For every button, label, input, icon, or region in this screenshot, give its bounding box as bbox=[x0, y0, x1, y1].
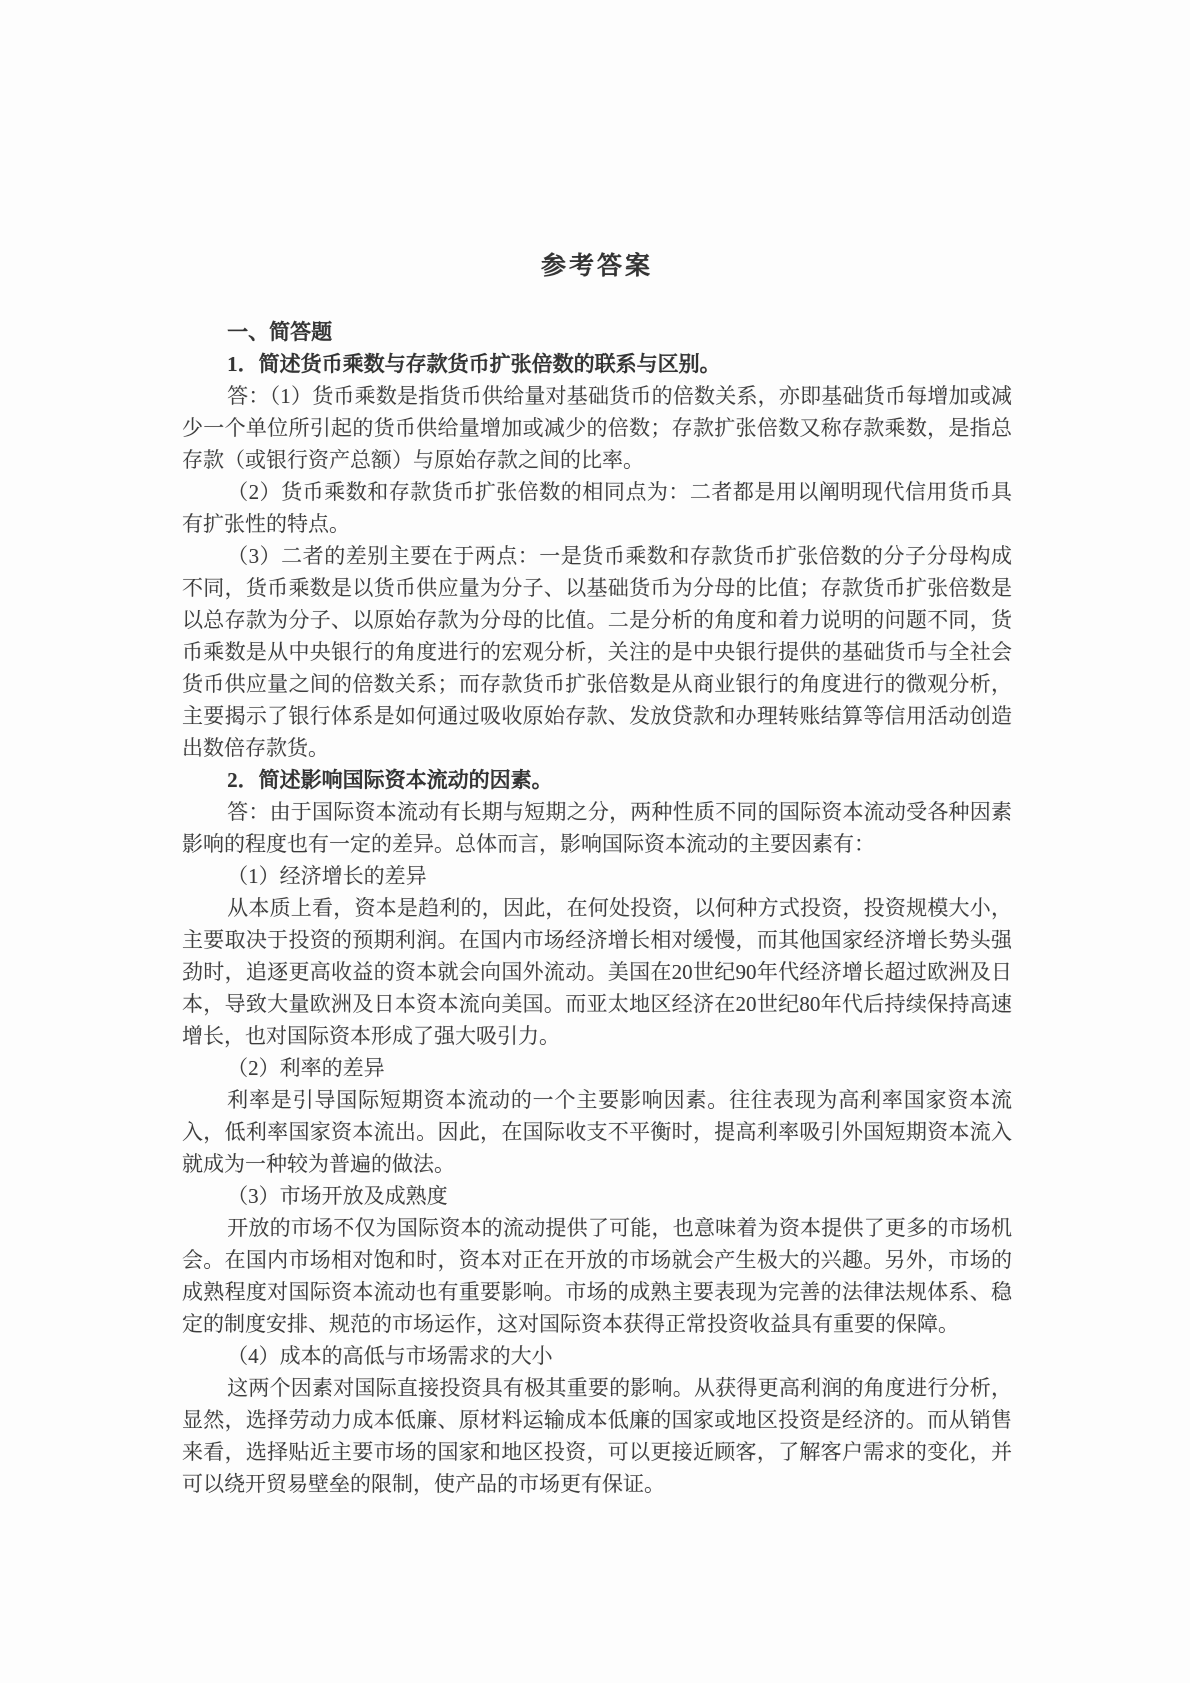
question-1-heading: 1．简述货币乘数与存款货币扩张倍数的联系与区别。 bbox=[227, 352, 721, 376]
page-title: 参考答案 bbox=[540, 253, 653, 280]
question-2-answer-paragraph: 从本质上看，资本是趋利的，因此，在何处投资，以何种方式投资，投资规模大小，主要取决于投资的预期利润。在国内市场经济增长相对缓慢，而其他国家经济增长势头强劲时，追逐更高收益的资本就会向国外流动。美国在20世纪90年代经济增长超过欧洲及日本，导致大量欧洲及日本资本流向美国。而亚太地区经济在20世纪80年代后持续保持高速增长，也对国际资本形成了强大吸引力。 bbox=[182, 896, 1012, 1048]
answer-text-block bbox=[182, 316, 1012, 1500]
question-2-answer-subheading: （3）市场开放及成熟度 bbox=[227, 1184, 448, 1208]
question-2-answer-paragraph: 这两个因素对国际直接投资具有极其重要的影响。从获得更高利润的角度进行分析，显然，选择劳动力成本低廉、原材料运输成本低廉的国家或地区投资是经济的。而从销售来看，选择贴近主要市场的国家和地区投资，可以更接近顾客，了解客户需求的变化，并可以绕开贸易壁垒的限制，使产品的市场更有保证。 bbox=[182, 1376, 1012, 1496]
question-2-answer-subheading: （4）成本的高低与市场需求的大小 bbox=[227, 1344, 553, 1368]
question-2-answer-subheading: （1）经济增长的差异 bbox=[227, 864, 427, 888]
question-2-answer-paragraph: 开放的市场不仅为国际资本的流动提供了可能，也意味着为资本提供了更多的市场机会。在国内市场相对饱和时，资本对正在开放的市场就会产生极大的兴趣。另外，市场的成熟程度对国际资本流动也有重要影响。市场的成熟主要表现为完善的法律法规体系、稳定的制度安排、规范的市场运作，这对国际资本获得正常投资收益具有重要的保障。 bbox=[182, 1216, 1012, 1336]
question-2-answer-paragraph: 利率是引导国际短期资本流动的一个主要影响因素。往往表现为高利率国家资本流入，低利率国家资本流出。因此，在国际收支不平衡时，提高利率吸引外国短期资本流入就成为一种较为普遍的做法。 bbox=[182, 1088, 1012, 1176]
question-2-answer-subheading: （2）利率的差异 bbox=[227, 1056, 385, 1080]
question-1-answer-paragraph: （3）二者的差别主要在于两点：一是货币乘数和存款货币扩张倍数的分子分母构成不同，货币乘数是以货币供应量为分子、以基础货币为分母的比值；存款货币扩张倍数是以总存款为分子、以原始存款为分母的比值。二是分析的角度和着力说明的问题不同，货币乘数是从中央银行的角度进行的宏观分析，关注的是中央银行提供的基础货币与全社会货币供应量之间的倍数关系；而存款货币扩张倍数是从商业银行的角度进行的微观分析，主要揭示了银行体系是如何通过吸收原始存款、发放贷款和办理转账结算等信用活动创造出数倍存款货。 bbox=[182, 544, 1012, 760]
section-heading: 一、简答题 bbox=[227, 320, 333, 344]
question-2-answer-paragraph: 答：由于国际资本流动有长期与短期之分，两种性质不同的国际资本流动受各种因素影响的程度也有一定的差异。总体而言，影响国际资本流动的主要因素有： bbox=[182, 800, 1012, 856]
question-2-heading: 2．简述影响国际资本流动的因素。 bbox=[227, 768, 553, 792]
question-1-answer-paragraph: （2）货币乘数和存款货币扩张倍数的相同点为：二者都是用以阐明现代信用货币具有扩张性的特点。 bbox=[182, 480, 1012, 536]
question-1-answer-paragraph: 答：（1）货币乘数是指货币供给量对基础货币的倍数关系，亦即基础货币每增加或减少一个单位所引起的货币供给量增加或减少的倍数；存款扩张倍数又称存款乘数，是指总存款（或银行资产总额）与原始存款之间的比率。 bbox=[182, 384, 1012, 472]
